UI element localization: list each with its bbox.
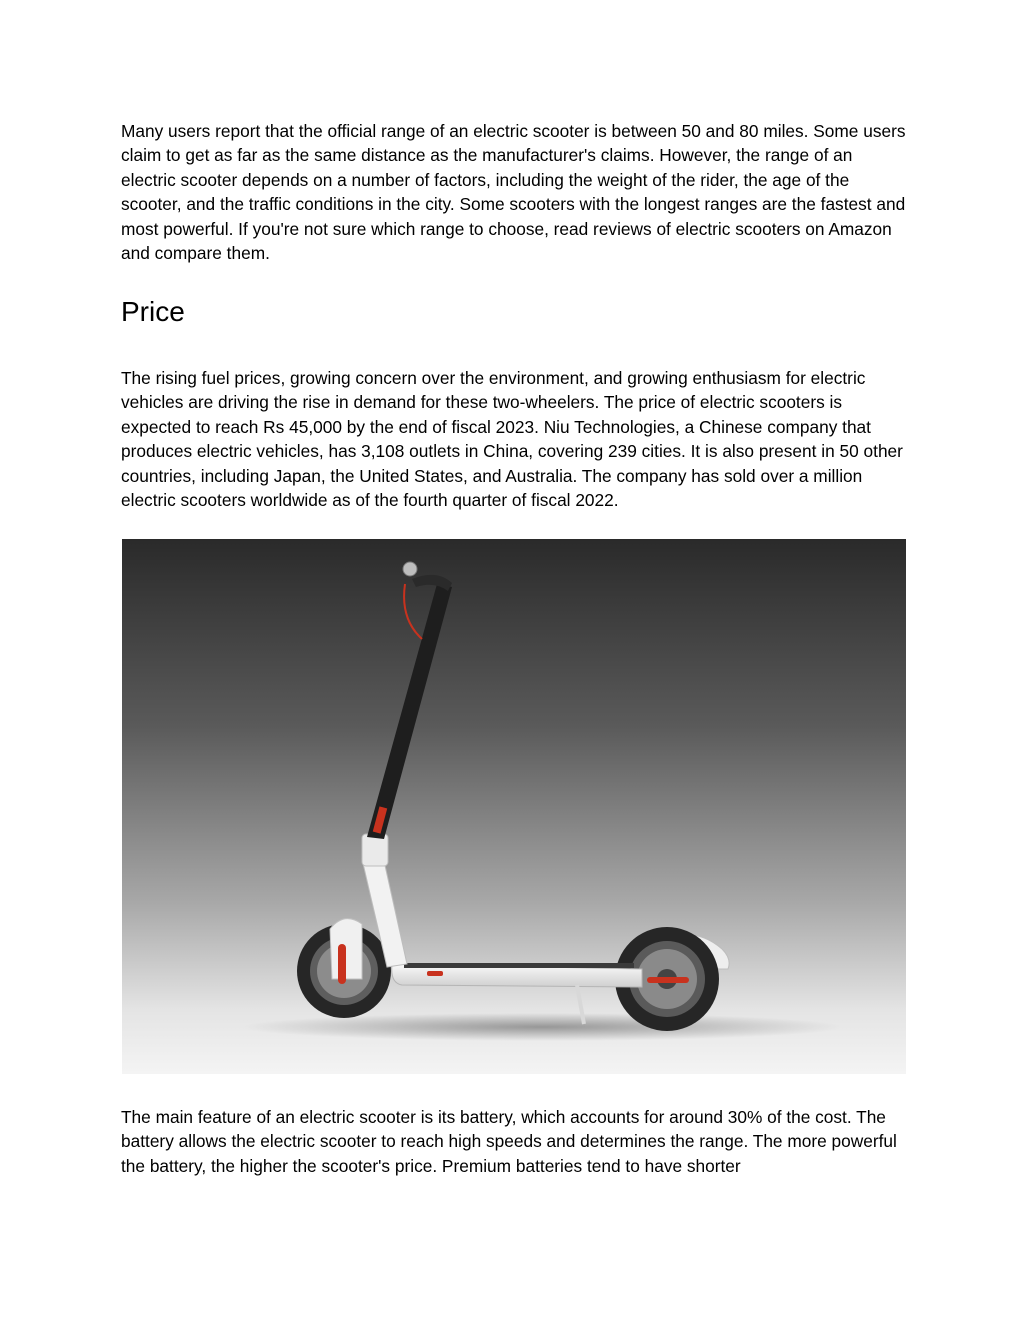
scooter-illustration: [122, 539, 906, 1074]
folding-mechanism: [362, 834, 388, 866]
bell-icon: [403, 562, 417, 576]
electric-scooter-photo: [122, 539, 906, 1074]
handlebar: [412, 575, 452, 591]
paragraph-price: The rising fuel prices, growing concern over the environment, and growing enthusiasm for electric vehicles are driving the rise in demand for these two-wheelers. The price of electric scooters is expected to reach Rs 45,000 by the end of fiscal 2023. Niu Technologies, a Chinese company that produces electric vehicles, has 3,108 outlets in China, covering 239 cities. It is also present in 50 other countries, including Japan, the United States, and Australia. The company has sold over a million electric scooters worldwide as of the fourth quarter of fiscal 2022.: [121, 368, 903, 511]
brake-cable: [404, 584, 422, 639]
paragraph-battery: The main feature of an electric scooter is its battery, which accounts for around 30% of the cost. The battery allows the electric scooter to reach high speeds and determines the range. The more powerful the battery, the higher the scooter's price. Premium batteries tend to have shorter: [121, 1107, 897, 1176]
front-fork-reflector: [338, 944, 346, 984]
heading-price: Price: [121, 296, 185, 327]
paragraph-range: Many users report that the official range of an electric scooter is between 50 and 80 miles. Some users claim to get as far as the same distance as the manufacturer's claims. However, the range of an electric scooter depends on a number of factors, including the weight of the rider, the age of the scooter, and the traffic conditions in the city. Some scooters with the longest ranges are the fastest and most powerful. If you're not sure which range to choose, read reviews of electric scooters on Amazon and compare them.: [121, 121, 906, 264]
deck-grip: [404, 963, 634, 968]
rear-wheel-reflector: [647, 977, 689, 983]
deck-side-reflector: [427, 971, 443, 976]
floor-shadow: [242, 1013, 842, 1041]
